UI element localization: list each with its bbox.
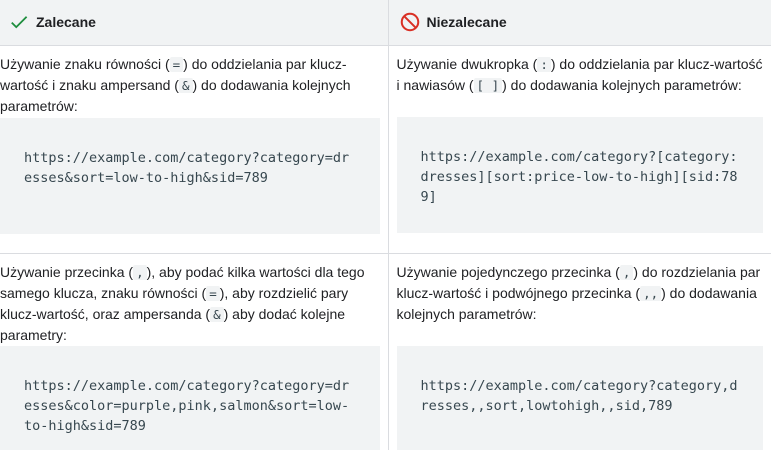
cell-recommended bbox=[0, 253, 388, 450]
cell-not-recommended bbox=[388, 253, 771, 450]
header-recommended bbox=[0, 0, 388, 45]
inline-code: , bbox=[620, 265, 634, 280]
inline-code: = bbox=[206, 286, 220, 301]
header-not-recommended-label: Niezalecane bbox=[426, 14, 507, 31]
table-row bbox=[0, 45, 771, 253]
header-not-recommended bbox=[388, 0, 771, 45]
inline-code: & bbox=[179, 78, 193, 93]
code-block: https://example.com/category?category=dresses&color=purple,pink,salmon&sort=low-to-high&sid=789 bbox=[0, 346, 380, 450]
cell-description: Używanie pojedynczego przecinka ( , ) do rozdzielania par klucz-wartość i podwójnego przecinka ( ,, ) do dodawania kolejnych parametrów: bbox=[396, 263, 761, 322]
inline-code: [ ] bbox=[474, 78, 503, 93]
prohibited-icon bbox=[399, 11, 421, 33]
inline-code: ,, bbox=[640, 286, 661, 301]
cell-description: Używanie dwukropka ( : ) do oddzielania par klucz-wartość i nawiasów ( [ ] ) do dodawania kolejnych parametrów: bbox=[396, 55, 763, 93]
code-block: https://example.com/category?category,dresses,,sort,lowtohigh,,sid,789 bbox=[397, 346, 764, 450]
inline-code: , bbox=[133, 265, 147, 280]
cell-not-recommended bbox=[388, 45, 771, 253]
cell-description: Używanie przecinka ( , ), aby podać kilka wartości dla tego samego klucza, znaku równości ( = ), aby rozdzielić pary klucz-wartość, oraz ampersanda ( & ) aby dodać kolejne parametry: bbox=[0, 263, 365, 343]
cell-description: Używanie znaku równości ( = ) do oddzielania par klucz-wartość i znaku ampersand ( & ) do dodawania kolejnych parametrów: bbox=[0, 55, 351, 114]
header-row bbox=[0, 0, 771, 45]
inline-code: = bbox=[170, 57, 184, 72]
check-icon bbox=[8, 11, 30, 33]
code-block: https://example.com/category?[category:dresses][sort:price-low-to-high][sid:789] bbox=[397, 117, 764, 233]
cell-recommended bbox=[0, 45, 388, 253]
header-recommended-label: Zalecane bbox=[36, 14, 96, 31]
inline-code: & bbox=[210, 307, 224, 322]
inline-code: : bbox=[537, 57, 551, 72]
code-block: https://example.com/category?category=dresses&sort=low-to-high&sid=789 bbox=[0, 118, 380, 234]
table-row bbox=[0, 253, 771, 450]
